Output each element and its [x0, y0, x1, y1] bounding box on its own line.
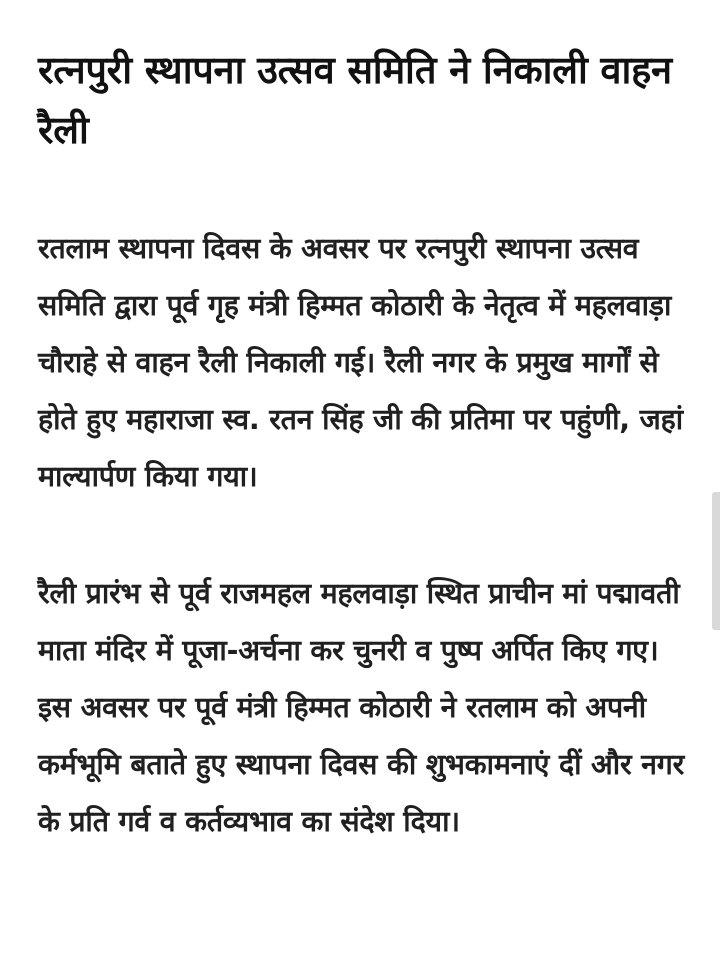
- article: [38, 40, 688, 850]
- article-paragraph-2: रैली प्रारंभ से पूर्व राजमहल महलवाड़ा स्थित प्राचीन मां पद्मावती माता मंदिर में पूजा-अर्चना कर चुनरी व पुष्प अर्पित किए गए। इस अवसर पर पूर्व मंत्री हिम्मत कोठारी ने रतलाम को अपनी कर्मभूमि बताते हुए स्थापना दिवस की शुभकामनाएं दीं और नगर के प्रति गर्व व कर्तव्यभाव का संदेश दिया।: [38, 577, 685, 838]
- article-headline: रत्नपुरी स्थापना उत्सव समिति ने निकाली वाहन रैली: [38, 48, 672, 152]
- article-paragraph-1: रतलाम स्थापना दिवस के अवसर पर रत्नपुरी स्थापना उत्सव समिति द्वारा पूर्व गृह मंत्री हिम्मत कोठारी के नेतृत्व में महलवाड़ा चौराहे से वाहन रैली निकाली गई। रैली नगर के प्रमुख मार्गों से होते हुए महाराजा स्व. रतन सिंह जी की प्रतिमा पर पहुंणी, जहां माल्यार्पण किया गया।: [38, 232, 683, 493]
- scrollbar-thumb[interactable]: [712, 492, 720, 630]
